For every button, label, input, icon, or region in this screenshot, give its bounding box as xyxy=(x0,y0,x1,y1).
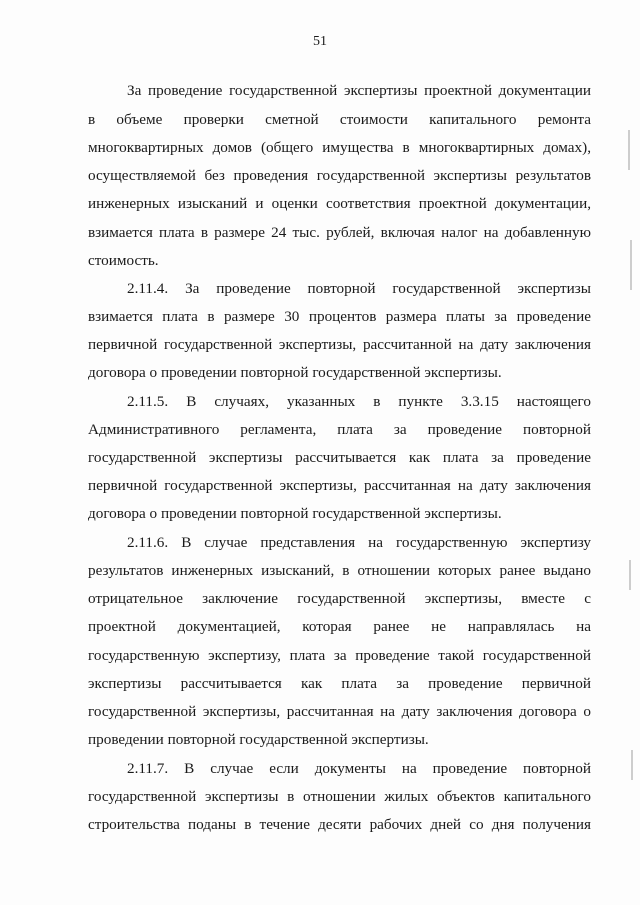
text-line: договора о проведении повторной государственной экспертизы. xyxy=(88,505,502,522)
text-line: первичной государственной экспертизы, рассчитанной на дату заключения xyxy=(88,336,591,353)
text-line: договора о проведении повторной государственной экспертизы. xyxy=(88,364,502,381)
text-line: экспертизы рассчитывается как плата за проведение первичной xyxy=(88,675,591,692)
text-line: государственной экспертизы в отношении жилых объектов капитального xyxy=(88,788,591,805)
page-number: 51 xyxy=(313,34,327,49)
text-line: осуществляемой без проведения государственной экспертизы результатов xyxy=(88,167,591,184)
text-line: государственную экспертизу, плата за проведение такой государственной xyxy=(88,647,591,664)
text-line: первичной государственной экспертизы, рассчитанная на дату заключения xyxy=(88,477,591,494)
text-line: проектной документацией, которая ранее не направлялась на xyxy=(88,618,591,635)
text-line: взимается плата в размере 30 процентов размера платы за проведение xyxy=(88,308,591,325)
text-line: проведении повторной государственной экспертизы. xyxy=(88,731,429,748)
scan-artifact xyxy=(628,130,630,170)
scan-artifact xyxy=(630,240,632,290)
text-line: 2.11.7. В случае если документы на проведение повторной xyxy=(127,760,591,777)
scan-artifact xyxy=(631,750,633,780)
text-line: государственной экспертизы рассчитывается как плата за проведение xyxy=(88,449,591,466)
text-line: результатов инженерных изысканий, в отношении которых ранее выдано xyxy=(88,562,591,579)
text-line: строительства поданы в течение десяти рабочих дней со дня получения xyxy=(88,816,591,833)
text-line: инженерных изысканий и оценки соответствия проектной документации, xyxy=(88,195,591,212)
text-line: отрицательное заключение государственной экспертизы, вместе с xyxy=(88,590,591,607)
text-line: Административного регламента, плата за проведение повторной xyxy=(88,421,591,438)
scan-artifact xyxy=(629,560,631,590)
text-line: 2.11.6. В случае представления на государственную экспертизу xyxy=(127,534,591,551)
text-line: стоимость. xyxy=(88,252,159,269)
text-line: 2.11.5. В случаях, указанных в пункте 3.3.15 настоящего xyxy=(127,393,591,410)
text-line: взимается плата в размере 24 тыс. рублей, включая налог на добавленную xyxy=(88,224,591,241)
text-line: 2.11.4. За проведение повторной государственной экспертизы xyxy=(127,280,591,297)
text-line: За проведение государственной экспертизы проектной документации xyxy=(127,82,591,99)
text-line: многоквартирных домов (общего имущества в многоквартирных домах), xyxy=(88,139,591,156)
text-line: государственной экспертизы, рассчитанная на дату заключения договора о xyxy=(88,703,591,720)
text-line: в объеме проверки сметной стоимости капитального ремонта xyxy=(88,111,591,128)
